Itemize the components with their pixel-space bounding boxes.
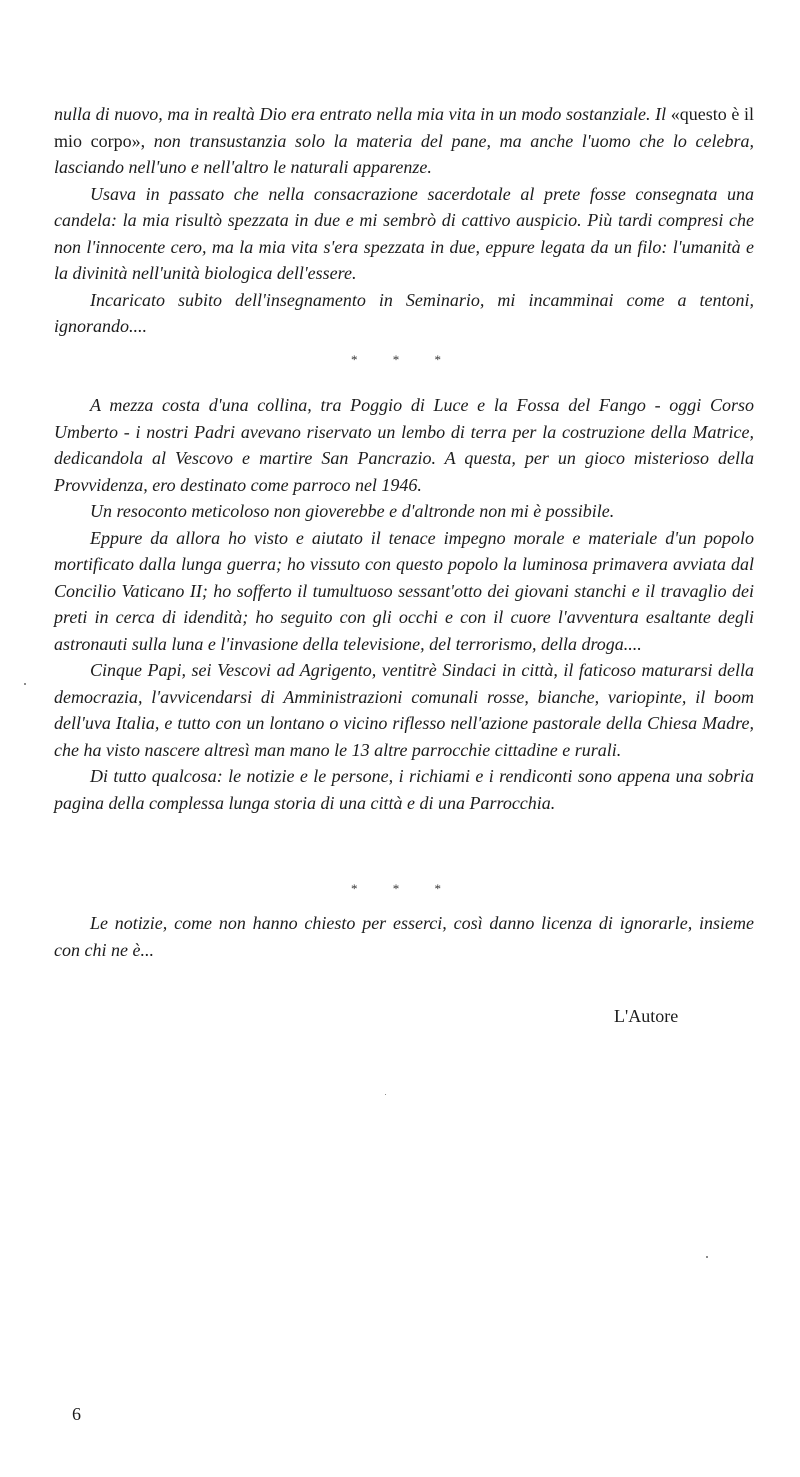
scan-speck <box>24 683 26 685</box>
scan-speck <box>385 1094 386 1095</box>
closing-section <box>54 910 754 963</box>
main-paragraph-2: Un resoconto meticoloso non gioverebbe e d'altronde non mi è possibile. <box>90 501 615 521</box>
main-paragraph-4: Cinque Papi, sei Vescovi ad Agrigento, ventitrè Sindaci in città, il faticoso maturarsi della democrazia, l'avvicendarsi di Amministrazioni comunali rosse, bianche, variopinte, il boom dell'uva Italia, e tutto con un lontano o vicino riflesso nell'azione pastorale della Chiesa Madre, che ha visto nascere altresì man mano le 13 altre parrocchie cittadine e rurali. <box>54 660 754 760</box>
intro-paragraph-1 <box>54 101 754 181</box>
intro-paragraph-2: Usava in passato che nella consacrazione sacerdotale al prete fosse consegnata una candela: la mia risultò spezzata in due e mi sembrò di cattivo auspicio. Più tardi compresi che non l'innocente cero, ma la mia vita s'era spezzata in due, eppure legata da un filo: l'umanità e la divinità nell'unità biologica dell'essere. <box>54 183 754 283</box>
author-signature: L'Autore <box>614 1006 679 1026</box>
intro-paragraph-3: Incaricato subito dell'insegnamento in Seminario, mi incamminai come a tentoni, ignorando.... <box>54 289 754 336</box>
intro-p1-rest: non transustanzia solo la materia del pane, ma anche l'uomo che lo celebra, lasciando nell'uno e nell'altro le naturali apparenze. <box>54 130 754 177</box>
page-number: 6 <box>72 1404 81 1424</box>
quoted-phrase: «questo è il mio corpo», <box>54 104 754 151</box>
intro-p1-line-1: nulla di nuovo, ma in realtà Dio era entrato nella mia vita in un modo sostanziale. Il <box>54 104 667 124</box>
section-separator-2: * * * <box>351 881 457 896</box>
main-paragraph-5: Di tutto qualcosa: le notizie e le persone, i richiami e i rendiconti sono appena una sobria pagina della complessa lunga storia di una città e di una Parrocchia. <box>54 766 754 813</box>
main-section <box>54 392 754 816</box>
section-separator-1: * * * <box>351 352 457 367</box>
intro-section <box>54 101 754 340</box>
scan-speck <box>706 1256 708 1258</box>
main-paragraph-1: A mezza costa d'una collina, tra Poggio di Luce e la Fossa del Fango - oggi Corso Umberto - i nostri Padri avevano riservato un lembo di terra per la costruzione della Matrice, dedicandola al Vescovo e martire San Pancrazio. A questa, per un gioco misterioso della Provvidenza, ero destinato come parroco nel 1946. <box>54 395 754 495</box>
main-paragraph-3: Eppure da allora ho visto e aiutato il tenace impegno morale e materiale d'un popolo mortificato dalla lunga guerra; ho vissuto con questo popolo la luminosa primavera avviata dal Concilio Vaticano II; ho sofferto il tumultuoso sessant'otto dei giovani stanchi e il travaglio dei preti in cerca di idendità; ho seguito con gli occhi e con il cuore l'avventura esaltante degli astronauti sulla luna e l'invasione della televisione, del terrorismo, della droga.... <box>54 527 754 654</box>
closing-paragraph: Le notizie, come non hanno chiesto per esserci, così danno licenza di ignorarle, insieme con chi ne è... <box>54 913 754 960</box>
